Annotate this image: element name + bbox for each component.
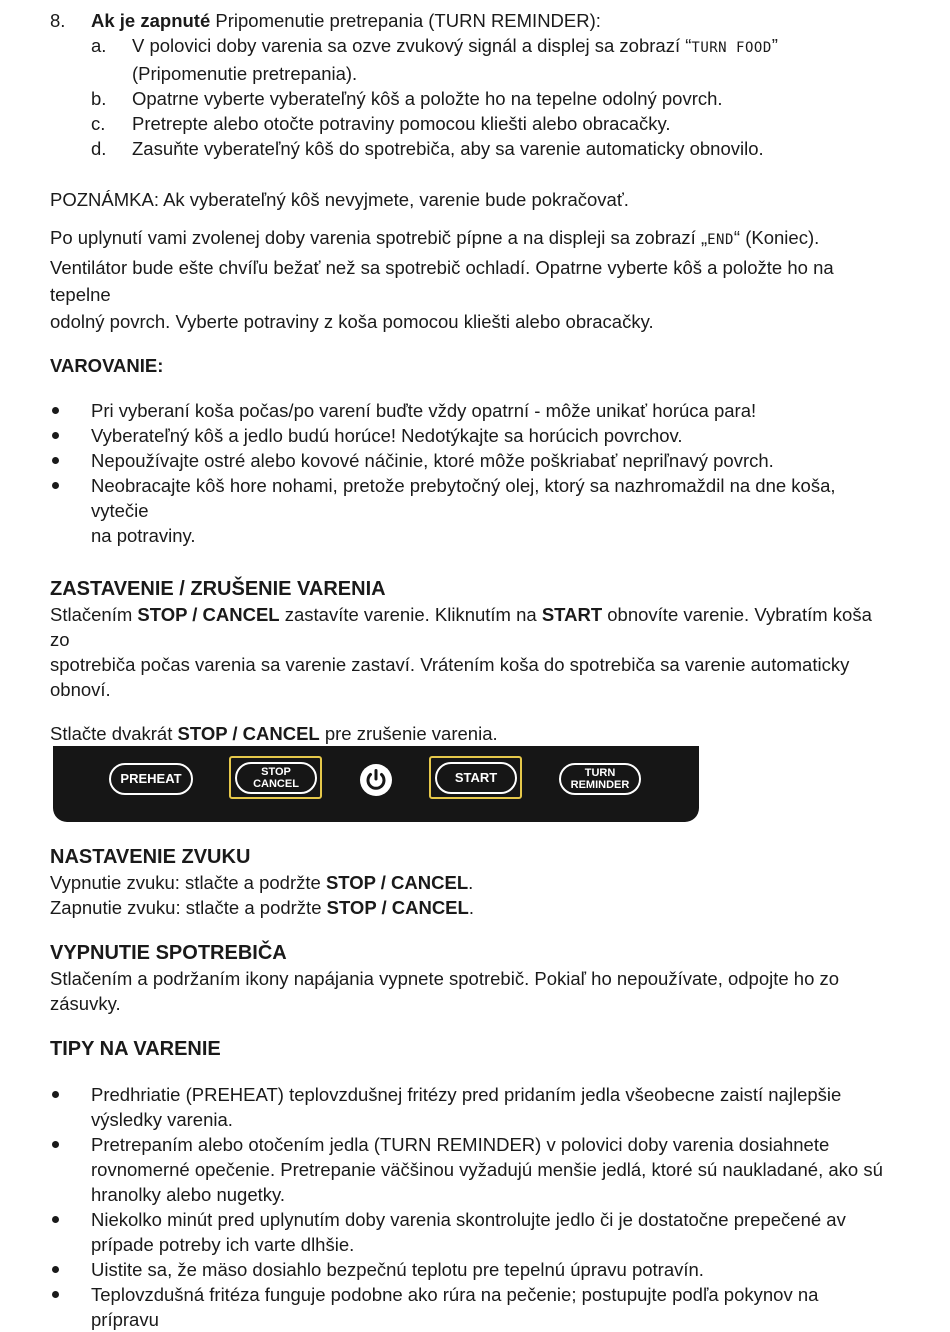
- end-text: Po uplynutí vami zvolenej doby varenia spotrebič pípne a na displeji sa zobrazí „: [50, 227, 708, 248]
- substep-letter: c.: [91, 113, 106, 134]
- stop-paragraph: Stlačením STOP / CANCEL zastavíte varenie. Kliknutím na START obnovíte varenie. Vybratím koša zo spotrebiča počas varenia sa varenie zastaví. Vrátením koša do spotrebiča sa varenie automaticky obnoví.: [50, 604, 872, 700]
- list-item: Vyberateľný kôš a jedlo budú horúce! Nedotýkajte sa horúcich povrchov.: [50, 423, 890, 448]
- end-text-line3: odolný povrch. Vyberte potraviny z koša pomocou kliešti alebo obracačky.: [50, 311, 654, 332]
- substep-text: V polovici doby varenia sa ozve zvukový signál a displej sa zobrazí “: [132, 35, 692, 56]
- sound-off-line: Vypnutie zvuku: stlačte a podržte STOP / CANCEL.: [50, 872, 474, 893]
- substep-d: [91, 136, 890, 161]
- poweroff-paragraph: Stlačením a podržaním ikony napájania vypnete spotrebič. Pokiaľ ho nepoužívate, odpojte ho zo zásuvky.: [50, 968, 840, 1014]
- substep-c: [91, 111, 890, 136]
- lcd-display-text: END: [707, 232, 734, 248]
- substep-text-line2: (Pripomenutie pretrepania).: [132, 63, 358, 84]
- preheat-button: PREHEAT: [109, 763, 193, 795]
- section-heading-poweroff: VYPNUTIE SPOTREBIČA: [50, 942, 287, 964]
- end-text-line2: Ventilátor bude ešte chvíľu bežať než sa spotrebič ochladí. Opatrne vyberte kôš a položte ho na tepelne: [50, 257, 834, 305]
- end-text-tail: “ (Koniec).: [733, 227, 820, 248]
- manual-page: [50, 8, 890, 1332]
- start-button: START: [435, 762, 517, 794]
- list-item: Teplovzdušná fritéza funguje podobne ako rúra na pečenie; postupujte podľa pokynov na prípravu: [50, 1282, 890, 1332]
- step-lead-bold: Ak je zapnuté: [91, 10, 211, 31]
- cancel-paragraph: Stlačte dvakrát STOP / CANCEL pre zrušenie varenia.: [50, 723, 498, 744]
- substep-text: Pretrepte alebo otočte potraviny pomocou kliešti alebo obracačky.: [132, 113, 671, 134]
- substep-text: Opatrne vyberte vyberateľný kôš a položte ho na tepelne odolný povrch.: [132, 88, 723, 109]
- substep-text-end: ”: [771, 35, 778, 56]
- list-item: Uistite sa, že mäso dosiahlo bezpečnú teplotu pre tepelnú úpravu potravín.: [50, 1257, 890, 1282]
- warning-heading: VAROVANIE:: [50, 355, 164, 376]
- step-number: 8.: [50, 10, 66, 31]
- list-item: Pri vyberaní koša počas/po varení buďte vždy opatrní - môže unikať horúca para!: [50, 398, 890, 423]
- step-lead-text: Pripomenutie pretrepania (TURN REMINDER):: [210, 10, 601, 31]
- section-heading-sound: NASTAVENIE ZVUKU: [50, 846, 251, 868]
- list-item: Nepoužívajte ostré alebo kovové náčinie, ktoré môže poškriabať nepriľnavý povrch.: [50, 448, 890, 473]
- lcd-display-text: TURN FOOD: [691, 40, 772, 56]
- power-icon: [358, 762, 394, 798]
- sound-on-line: Zapnutie zvuku: stlačte a podržte STOP / CANCEL.: [50, 897, 474, 918]
- step-8: [50, 8, 890, 161]
- tips-list: [50, 1082, 890, 1332]
- control-panel-image: [53, 746, 699, 822]
- list-item: Predhriatie (PREHEAT) teplovzdušnej fritézy pred pridaním jedla všeobecne zaistí najlepšie výsledky varenia.: [50, 1082, 890, 1132]
- substep-a: [91, 33, 890, 86]
- list-item: Pretrepaním alebo otočením jedla (TURN REMINDER) v polovici doby varenia dosiahnete rovnomerné opečenie. Pretrepanie väčšinou vyžadujú menšie jedlá, ktoré sú naukladané, ako sú hranolky alebo nugetky.: [50, 1132, 890, 1207]
- substep-letter: a.: [91, 35, 107, 56]
- substep-letter: d.: [91, 138, 107, 159]
- substep-text: Zasuňte vyberateľný kôš do spotrebiča, aby sa varenie automaticky obnovilo.: [132, 138, 764, 159]
- turn-reminder-button: TURN REMINDER: [559, 763, 641, 795]
- section-heading-stop: ZASTAVENIE / ZRUŠENIE VARENIA: [50, 578, 386, 600]
- substep-letter: b.: [91, 88, 107, 109]
- list-item: Neobracajte kôš hore nohami, pretože prebytočný olej, ktorý sa nazhromaždil na dne koša, vytečie na potraviny.: [50, 473, 890, 548]
- warning-list: [50, 398, 890, 548]
- substep-b: [91, 86, 890, 111]
- section-heading-tips: TIPY NA VARENIE: [50, 1038, 221, 1060]
- end-paragraph: [50, 224, 890, 335]
- note-paragraph: POZNÁMKA: Ak vyberateľný kôš nevyjmete, varenie bude pokračovať.: [50, 189, 629, 210]
- stop-cancel-button: STOP CANCEL: [235, 762, 317, 794]
- list-item: Niekolko minút pred uplynutím doby varenia skontrolujte jedlo či je dostatočne prepečené av prípade potreby ich varte dlhšie.: [50, 1207, 890, 1257]
